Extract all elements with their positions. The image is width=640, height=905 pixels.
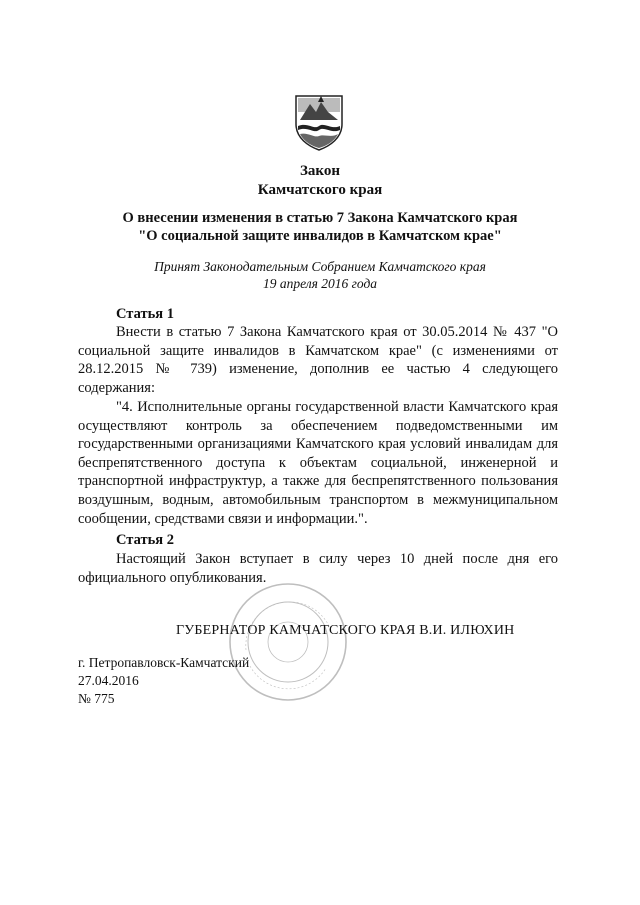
- adoption-date: 19 апреля 2016 года: [262, 276, 378, 291]
- document-subject-line1: О внесении изменения в статью 7 Закона Камчатского края: [122, 210, 518, 226]
- article1-paragraph1: Внести в статью 7 Закона Камчатского края от 30.05.2014 № 437 "О социальной защите инвалидов в Камчатском крае" (с изменениями от 28.12.2015 № 739) изменение, дополнив ее частью 4 следующего содержания:: [78, 324, 558, 396]
- document-title: Закон: [299, 163, 340, 179]
- document-subject-line2: "О социальной защите инвалидов в Камчатском крае": [138, 228, 502, 244]
- article1-heading: Статья 1: [116, 306, 174, 322]
- governor-signature: ГУБЕРНАТОР КАМЧАТСКОГО КРАЯ В.И. ИЛЮХИН: [176, 623, 515, 638]
- document-title-region: Камчатского края: [257, 182, 383, 198]
- adoption-note: Принят Законодательным Собранием Камчатского края: [154, 259, 486, 274]
- article2-paragraph: Настоящий Закон вступает в силу через 10 дней после дня его официального опубликования.: [78, 551, 558, 586]
- official-stamp-icon: [226, 580, 350, 704]
- signing-date: 27.04.2016: [78, 673, 139, 688]
- article1-paragraph2: "4. Исполнительные органы государственной власти Камчатского края осуществляют контроль за обеспечением подведомственными им государственными организациями Камчатского края условий инвалидам для беспрепятственного доступа к объектам социальной, инженерной и транспортной инфраструктур, а также для беспрепятственного пользования воздушным, водным, автомобильным транспортом в межмуниципальном сообщении, средствами связи и информации.".: [78, 399, 558, 527]
- article2-heading: Статья 2: [116, 532, 174, 548]
- signing-city: г. Петропавловск-Камчатский: [78, 655, 250, 670]
- law-number: № 775: [78, 691, 115, 706]
- kamchatka-coat-of-arms-icon: [288, 90, 350, 152]
